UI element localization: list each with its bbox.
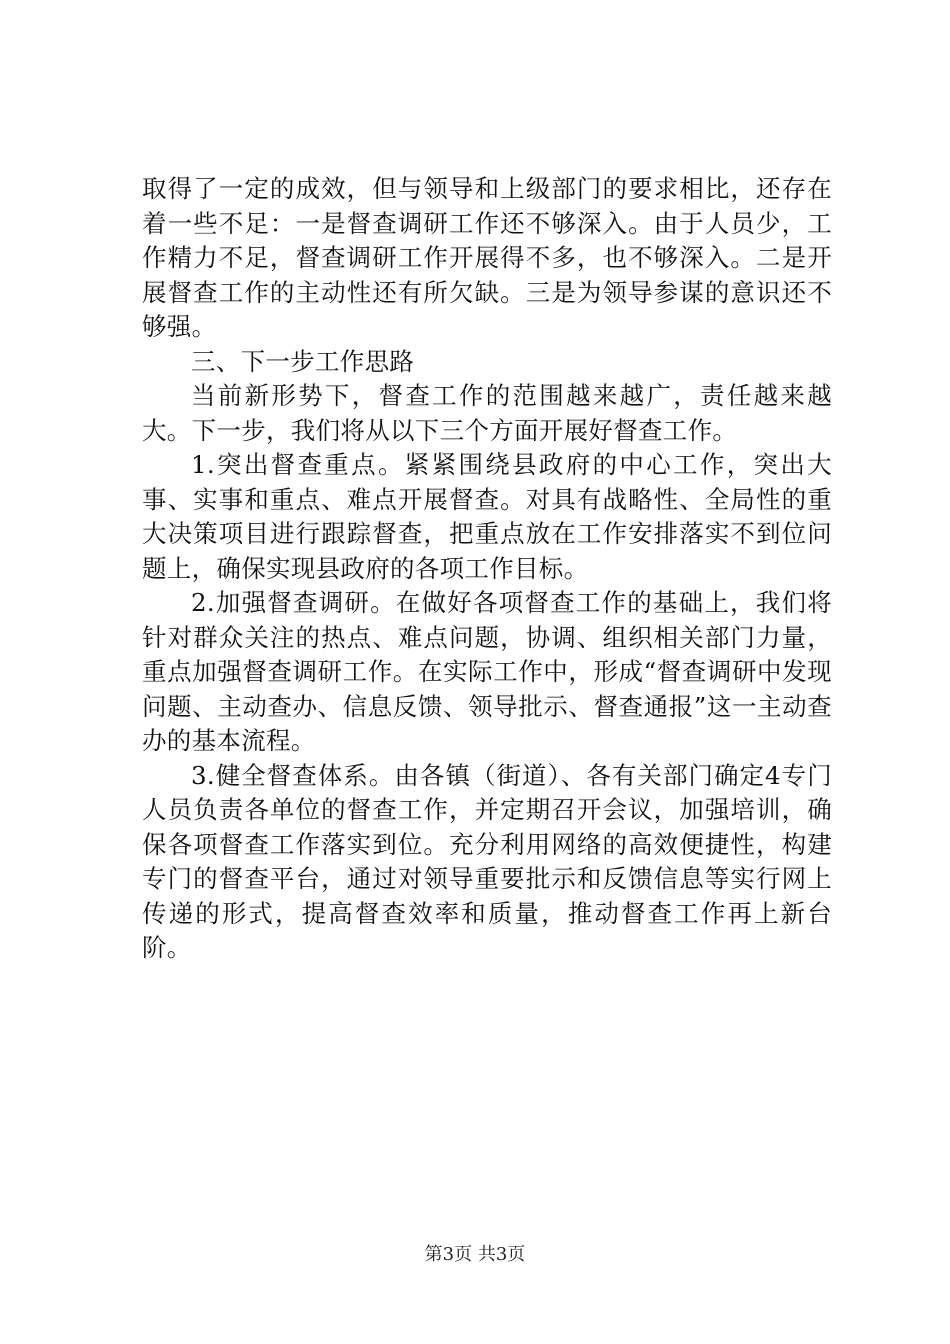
paragraph-item-3: 3.健全督查体系。由各镇（街道）、各有关部门确定4专门人员负责各单位的督查工作，并定期召开会议，加强培训，确保各项督查工作落实到位。充分利用网络的高效便捷性，构建专门的督查平台，通过对领导重要批示和反馈信息等实行网上传递的形式，提高督查效率和质量，推动督查工作再上新台阶。: [142, 760, 832, 962]
paragraph-item-2: 2.加强督查调研。在做好各项督查工作的基础上，我们将针对群众关注的热点、难点问题，协调、组织相关部门力量，重点加强督查调研工作。在实际工作中，形成“督查调研中发现问题、主动查办、信息反馈、领导批示、督查通报”这一主动查办的基本流程。: [142, 588, 832, 755]
paragraph-intro: 当前新形势下，督查工作的范围越来越广，责任越来越大。下一步，我们将从以下三个方面开展好督查工作。: [142, 381, 832, 445]
document-body: [142, 172, 832, 966]
page-footer: [0, 1243, 950, 1267]
paragraph-item-1: 1.突出督查重点。紧紧围绕县政府的中心工作，突出大事、实事和重点、难点开展督查。对具有战略性、全局性的重大决策项目进行跟踪督查，把重点放在工作安排落实不到位问题上，确保实现县政府的各项工作目标。: [142, 450, 832, 583]
page-number: 第3页 共3页: [424, 1244, 526, 1265]
paragraph-continuation: 取得了一定的成效，但与领导和上级部门的要求相比，还存在着一些不足：一是督查调研工作还不够深入。由于人员少，工作精力不足，督查调研工作开展得不多，也不够深入。二是开展督查工作的主动性还有所欠缺。三是为领导参谋的意识还不够强。: [142, 174, 832, 341]
section-heading: 三、下一步工作思路: [191, 346, 415, 376]
